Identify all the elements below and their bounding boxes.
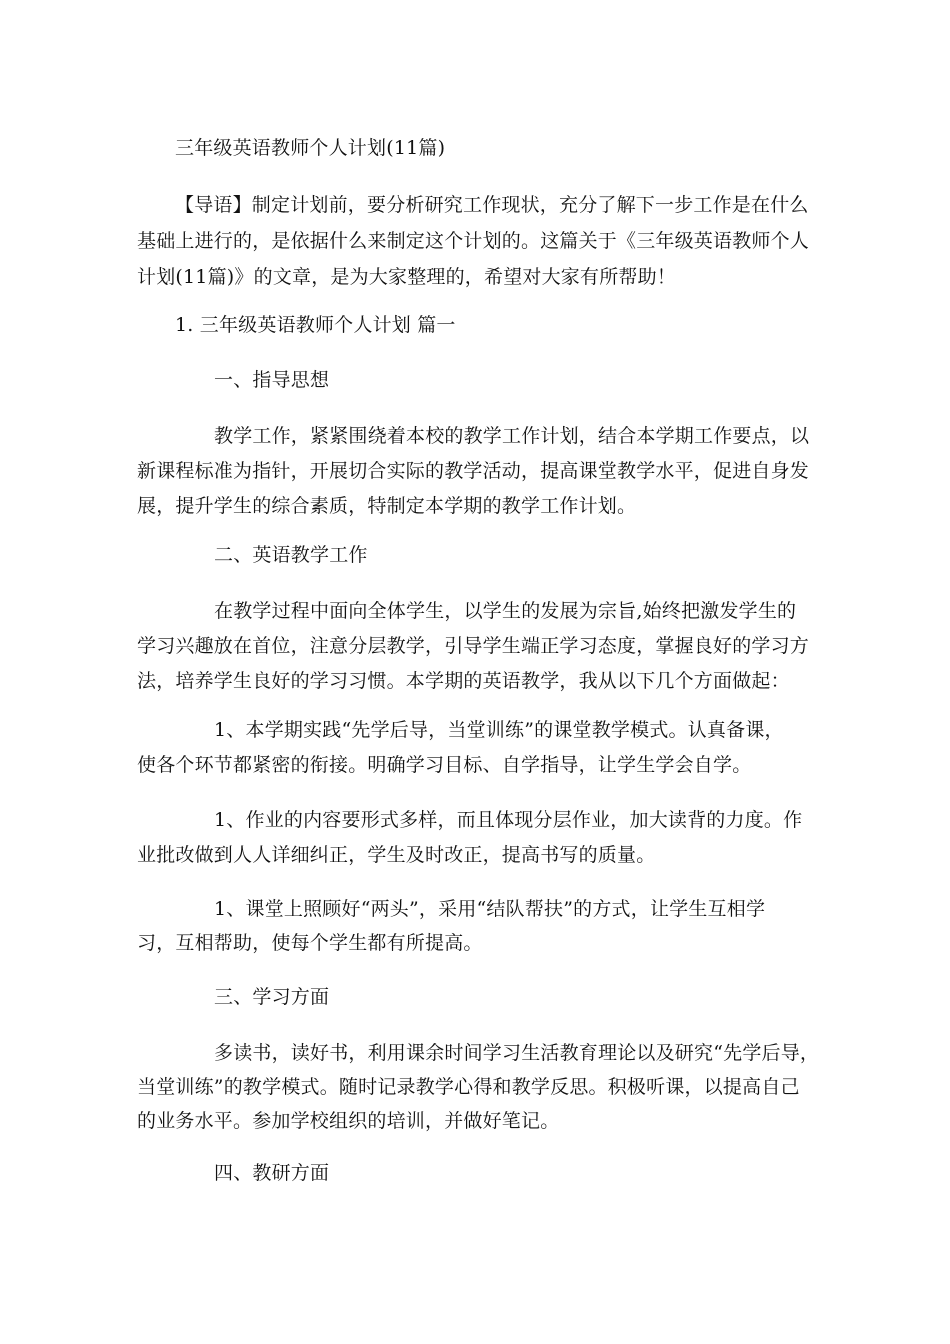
section-heading: 一、指导思想 bbox=[214, 369, 330, 391]
paragraph-line: 多读书，读好书，利用课余时间学习生活教育理论以及研究“先学后导， bbox=[214, 1042, 820, 1064]
paragraph-line: 展，提升学生的综合素质，特制定本学期的教学工作计划。 bbox=[137, 495, 637, 517]
paragraph-line: 学习兴趣放在首位，注意分层教学，引导学生端正学习态度，掌握良好的学习方 bbox=[137, 635, 810, 657]
list-item-line: 1、本学期实践“先学后导，当堂训练”的课堂教学模式。认真备课， bbox=[214, 719, 784, 741]
document-title: 三年级英语教师个人计划(11篇) bbox=[175, 137, 446, 159]
paragraph-line: 法，培养学生良好的学习习惯。本学期的英语教学，我从以下几个方面做起： bbox=[137, 670, 790, 692]
intro-line: 基础上进行的，是依据什么来制定这个计划的。这篇关于《三年级英语教师个人 bbox=[137, 230, 810, 252]
list-item-line: 1、课堂上照顾好“两头”，采用“结队帮扶”的方式，让学生互相学 bbox=[214, 898, 766, 920]
list-item-line: 习，互相帮助，使每个学生都有所提高。 bbox=[137, 932, 483, 954]
paragraph-line: 教学工作，紧紧围绕着本校的教学工作计划，结合本学期工作要点，以 bbox=[214, 425, 810, 447]
paragraph-line: 新课程标准为指针，开展切合实际的教学活动，提高课堂教学水平，促进自身发 bbox=[137, 460, 810, 482]
intro-line: 【导语】制定计划前，要分析研究工作现状，充分了解下一步工作是在什么 bbox=[175, 194, 809, 216]
paragraph-line: 在教学过程中面向全体学生，以学生的发展为宗旨,始终把激发学生的 bbox=[214, 600, 797, 622]
section-heading: 三、学习方面 bbox=[214, 986, 330, 1008]
article-heading: 1. 三年级英语教师个人计划 篇一 bbox=[175, 314, 456, 336]
list-item-line: 使各个环节都紧密的衔接。明确学习目标、自学指导，让学生学会自学。 bbox=[137, 754, 752, 776]
intro-line: 计划(11篇)》的文章，是为大家整理的，希望对大家有所帮助！ bbox=[137, 266, 677, 288]
section-heading: 二、英语教学工作 bbox=[214, 544, 368, 566]
section-heading: 四、教研方面 bbox=[214, 1162, 330, 1184]
list-item-line: 业批改做到人人详细纠正，学生及时改正，提高书写的质量。 bbox=[137, 844, 656, 866]
paragraph-line: 的业务水平。参加学校组织的培训，并做好笔记。 bbox=[137, 1110, 560, 1132]
list-item-line: 1、作业的内容要形式多样，而且体现分层作业，加大读背的力度。作 bbox=[214, 809, 803, 831]
paragraph-line: 当堂训练”的教学模式。随时记录教学心得和教学反思。积极听课，以提高自己 bbox=[137, 1076, 800, 1098]
